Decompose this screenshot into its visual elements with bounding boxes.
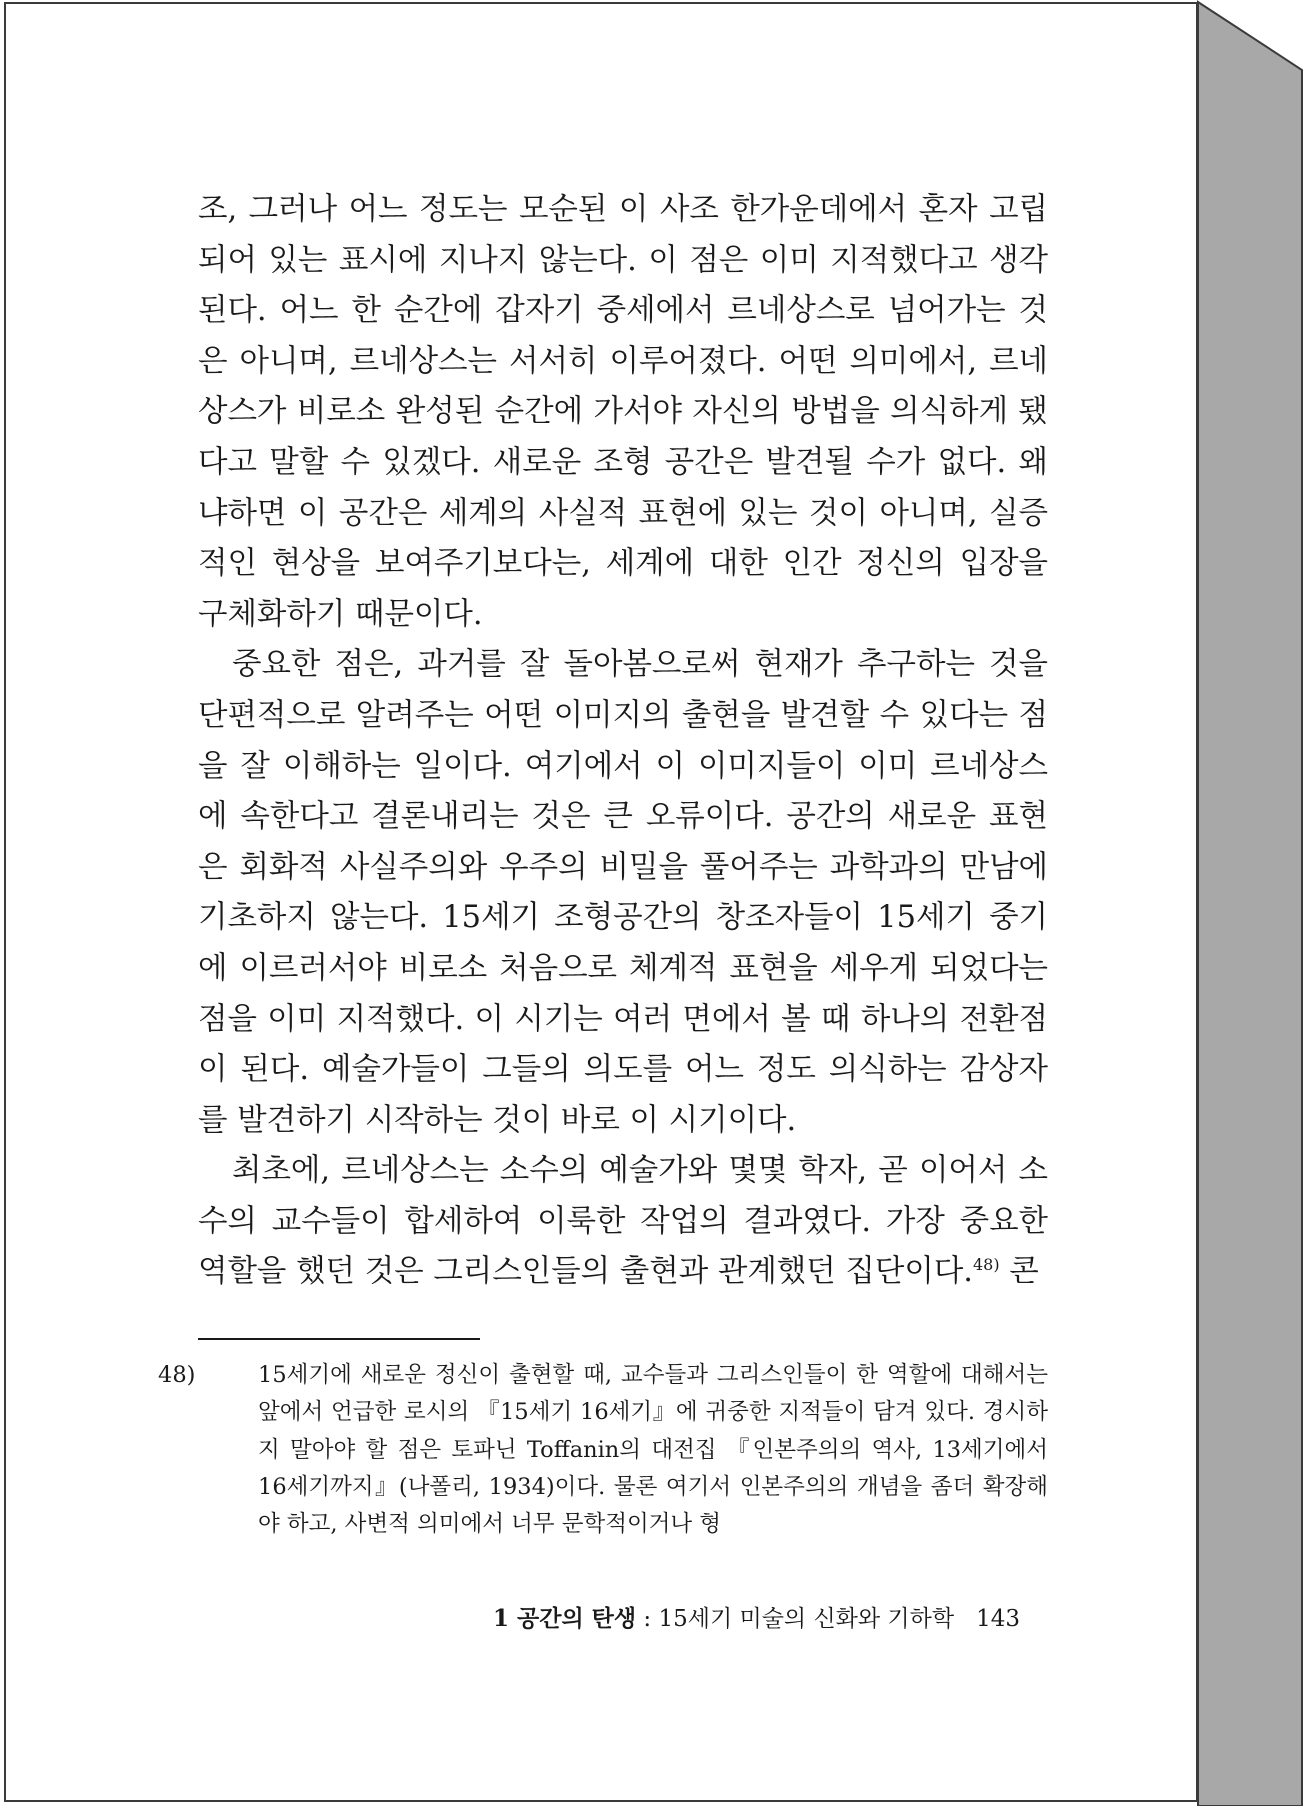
paragraph-3-tail: 콘 bbox=[999, 1254, 1039, 1290]
footer-chapter-title: 1 공간의 탄생 bbox=[493, 1605, 637, 1632]
paragraph-2: 중요한 점은, 과거를 잘 돌아봄으로써 현재가 추구하는 것을 단편적으로 알려주는 어떤 이미지의 출현을 발견할 수 있다는 점을 잘 이해하는 일이다. 여기에서 이 이미지들이 이미 르네상스에 속한다고 결론내리는 것은 큰 오류이다. 공간의 새로운 표현은 회화적 사실주의와 우주의 비밀을 풀어주는 과학과의 만남에 기초하지 않는다. 15세기 조형공간의 창조자들이 15세기 중기에 이르러서야 비로소 처음으로 체계적 표현을 세우게 되었다는 점을 이미 지적했다. 이 시기는 여러 면에서 볼 때 하나의 전환점이 된다. 예술가들이 그들의 의도를 어느 정도 의식하는 감상자를 발견하기 시작하는 것이 바로 이 시기이다. bbox=[198, 647, 1048, 1138]
body-text bbox=[198, 185, 1048, 1298]
paragraph-3-text: 최초에, 르네상스는 소수의 예술가와 몇몇 학자, 곧 이어서 소수의 교수들이 합세하여 이룩한 작업의 결과였다. 가장 중요한 역할을 했던 것은 그리스인들의 출현과 관계했던 집단이다. bbox=[198, 1153, 1048, 1290]
page-footer bbox=[480, 1600, 1020, 1633]
paragraph-1: 조, 그러나 어느 정도는 모순된 이 사조 한가운데에서 혼자 고립되어 있는 표시에 지나지 않는다. 이 점은 이미 지적했다고 생각된다. 어느 한 순간에 갑자기 중세에서 르네상스로 넘어가는 것은 아니며, 르네상스는 서서히 이루어졌다. 어떤 의미에서, 르네상스가 비로소 완성된 순간에 가서야 자신의 방법을 의식하게 됐다고 말할 수 있겠다. 새로운 조형 공간은 발견될 수가 없다. 왜냐하면 이 공간은 세계의 사실적 표현에 있는 것이 아니며, 실증적인 현상을 보여주기보다는, 세계에 대한 인간 정신의 입장을 구체화하기 때문이다. bbox=[198, 192, 1048, 632]
footer-subtitle: : 15세기 미술의 신화와 기하학 bbox=[636, 1606, 955, 1632]
footnote-body bbox=[158, 1357, 1048, 1543]
footnote-number: 48) bbox=[158, 1362, 196, 1388]
footnote-reference[interactable]: 48) bbox=[972, 1255, 1000, 1275]
footnote-48 bbox=[158, 1357, 1048, 1543]
footnote-text: 15세기에 새로운 정신이 출현할 때, 교수들과 그리스인들이 한 역할에 대해서는 앞에서 언급한 로시의 『15세기 16세기』에 귀중한 지적들이 담겨 있다. 경시하지 말아야 할 점은 토파닌 Toffanin의 대전집 『인본주의의 역사, 13세기에서 16세기까지』(나폴리, 1934)이다. 물론 여기서 인본주의의 개념을 좀더 확장해야 하고, 사변적 의미에서 너무 문학적이거나 형 bbox=[258, 1362, 1048, 1538]
paragraph-3 bbox=[198, 1146, 1048, 1298]
page-number: 143 bbox=[976, 1606, 1020, 1632]
footnote-divider bbox=[198, 1338, 480, 1340]
